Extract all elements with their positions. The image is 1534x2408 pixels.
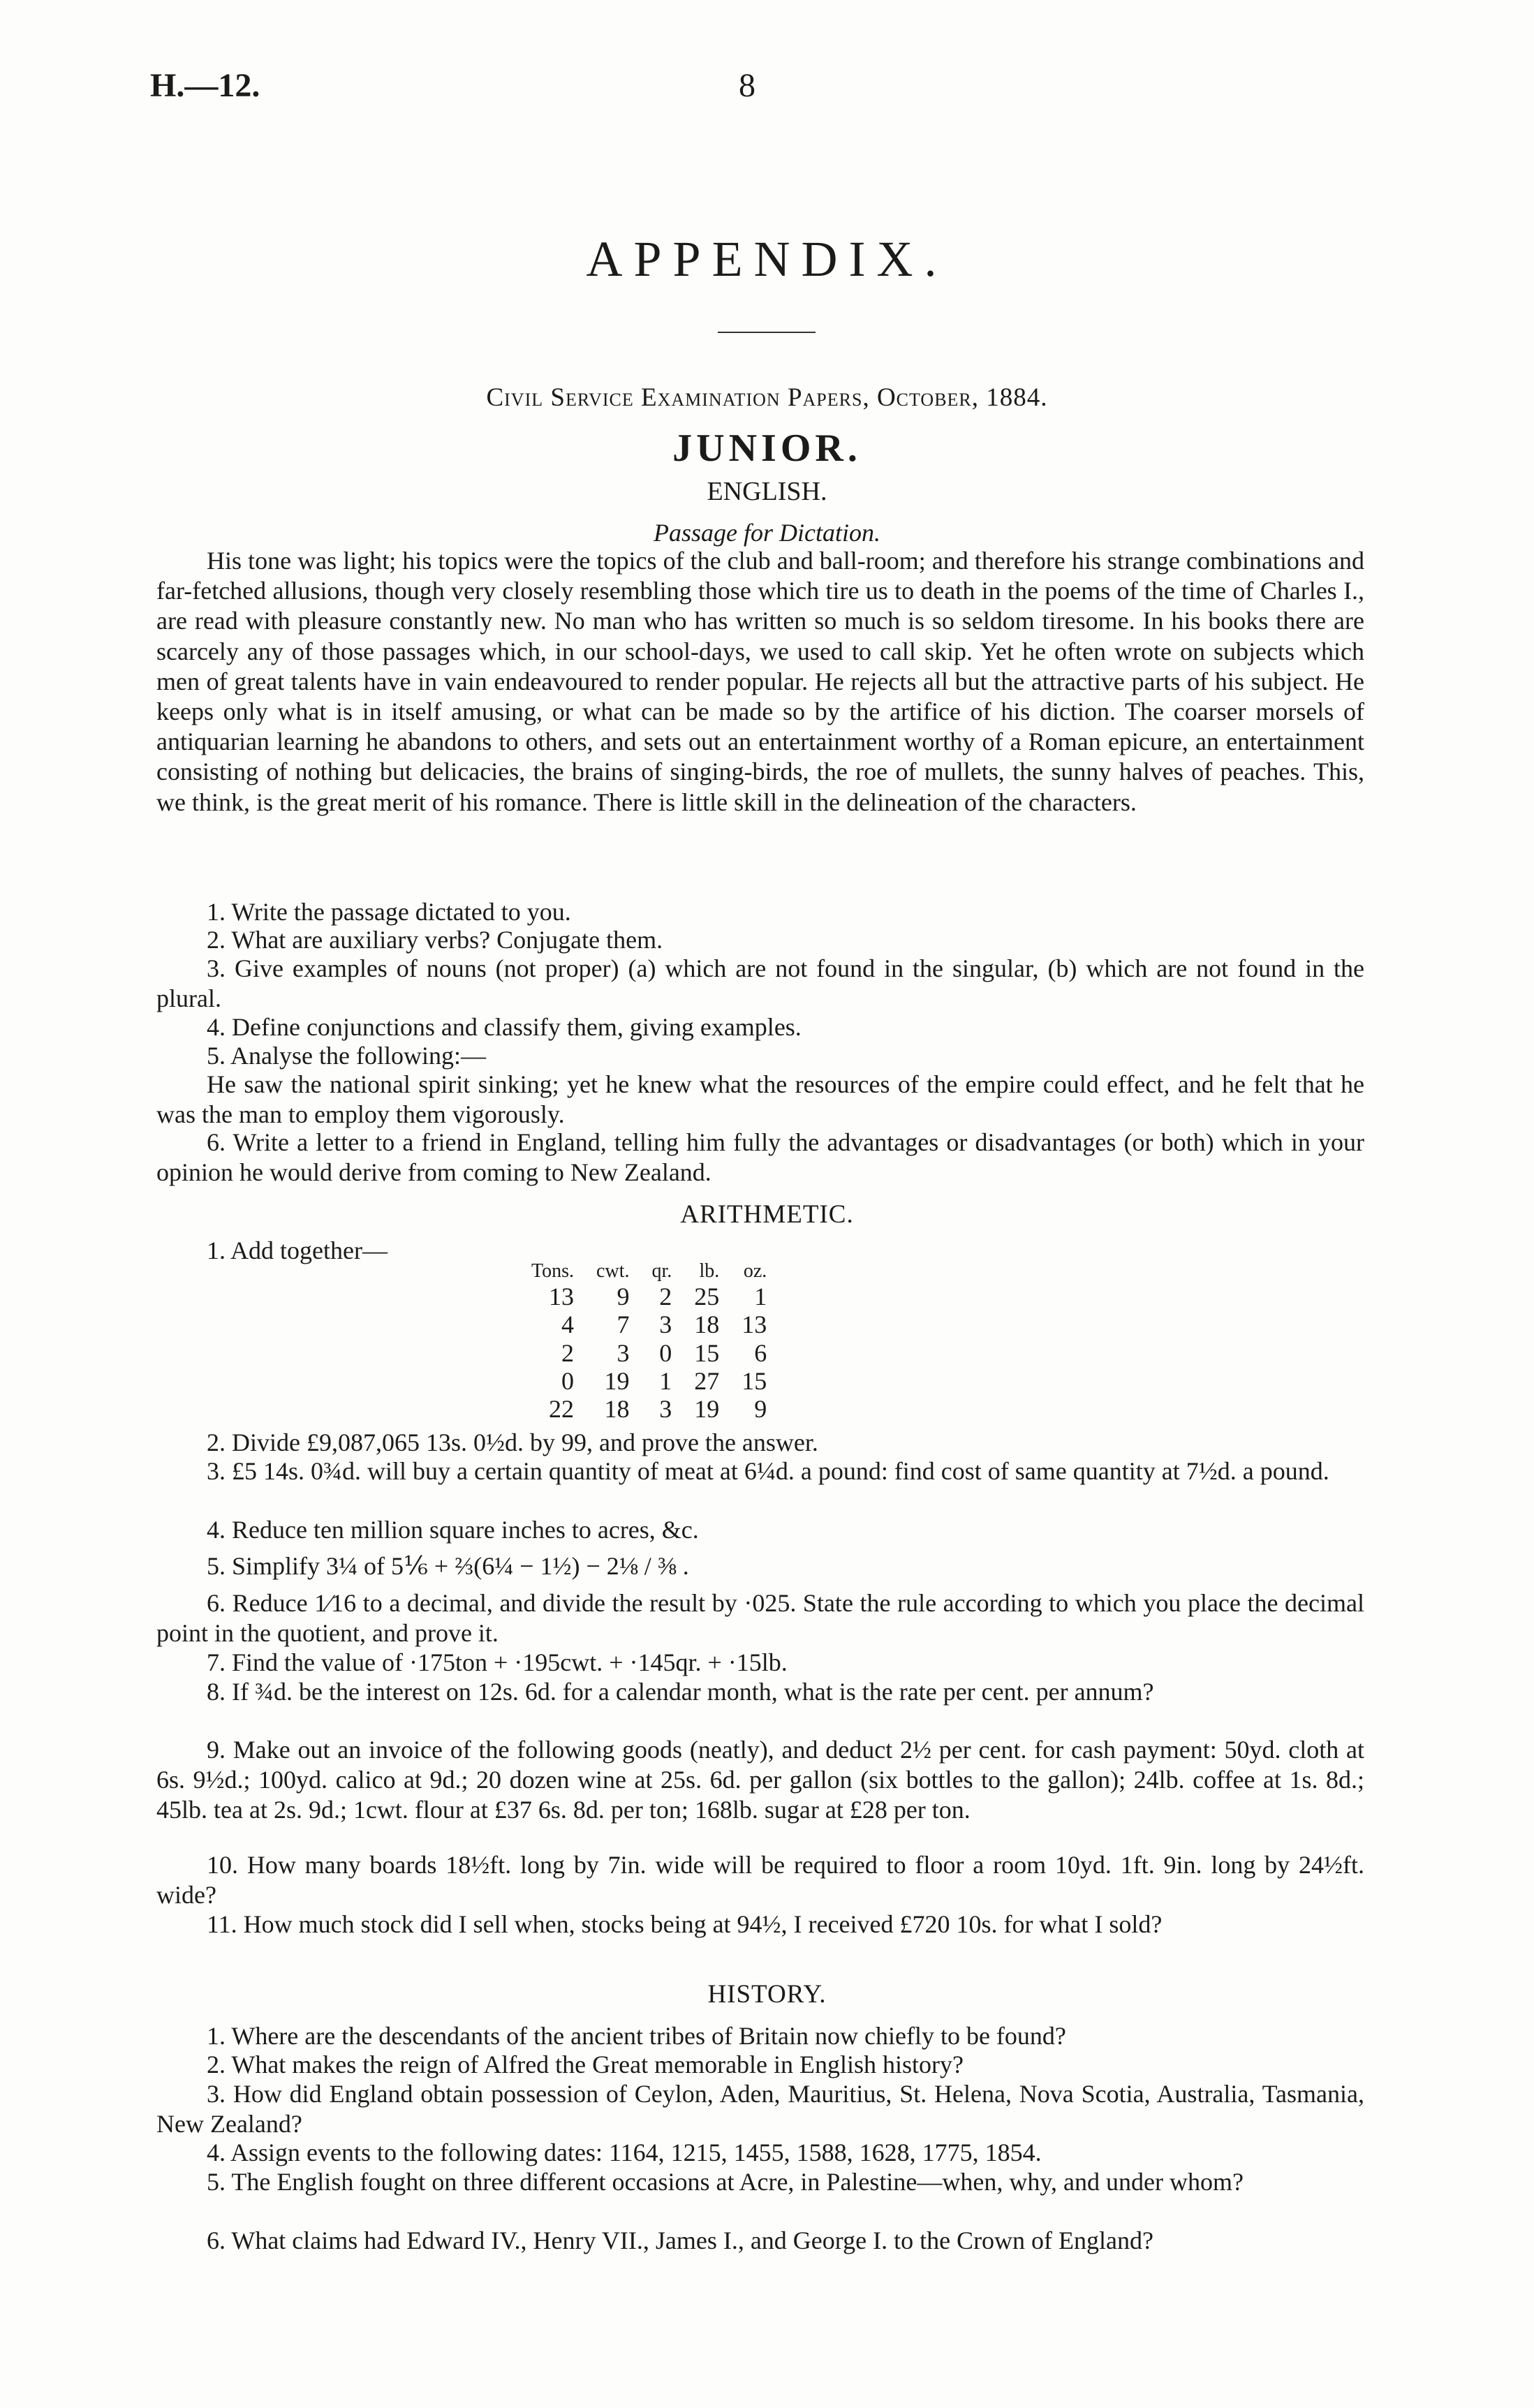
table-row	[520, 1283, 778, 1310]
table-cell: 13	[742, 1310, 767, 1339]
column-header: lb.	[699, 1260, 720, 1282]
english-question-1: 1. Write the passage dictated to you.	[207, 898, 571, 926]
english-question-3: 3. Give examples of nouns (not proper) (a) which are not found in the singular, (b) which are not found in the plural.	[156, 954, 1364, 1013]
table-cell: 0	[561, 1366, 575, 1395]
history-question-3: 3. How did England obtain possession of Ceylon, Aden, Mauritius, St. Helena, Nova Scotia, Australia, Tasmania, New Zealand?	[156, 2080, 1364, 2139]
arithmetic-question-5: 5. Simplify 3¼ of 5⅙ + ⅔(6¼ − 1½) − 2⅛ / ⅜ .	[207, 1552, 689, 1580]
table-cell: 18	[694, 1310, 720, 1339]
table-cell: 15	[694, 1338, 720, 1367]
english-question-5: 5. Analyse the following:—	[207, 1042, 486, 1070]
table-cell: 13	[549, 1283, 575, 1310]
analysis-sentence: He saw the national spirit sinking; yet he knew what the resources of the empire could effect, and he felt that he was the man to employ them vigorously.	[156, 1070, 1364, 1129]
history-question-2: 2. What makes the reign of Alfred the Great memorable in English history?	[207, 2051, 964, 2078]
history-heading: HISTORY.	[707, 1980, 827, 2009]
arithmetic-question-11: 11. How much stock did I sell when, stocks being at 94½, I received £720 10s. for what I sold?	[207, 1910, 1163, 1938]
column-header: cwt.	[596, 1260, 630, 1282]
english-heading: ENGLISH.	[707, 477, 827, 506]
history-question-5: 5. The English fought on three different occasions at Acre, in Palestine—when, why, and under whom?	[207, 2168, 1244, 2196]
table-cell: 7	[617, 1310, 630, 1339]
table-cell: 22	[549, 1395, 575, 1424]
arithmetic-question-4: 4. Reduce ten million square inches to acres, &c.	[207, 1516, 699, 1544]
level-heading: JUNIOR.	[672, 427, 862, 470]
exam-subtitle: Civil Service Examination Papers, October, 1884.	[486, 383, 1048, 412]
arithmetic-heading: ARITHMETIC.	[680, 1200, 854, 1229]
table-cell: 18	[604, 1395, 630, 1424]
table-cell: 19	[694, 1395, 720, 1424]
english-question-2: 2. What are auxiliary verbs? Conjugate them.	[207, 926, 663, 954]
table-row	[520, 1310, 778, 1338]
table-cell: 0	[659, 1338, 672, 1367]
arithmetic-question-10: 10. How many boards 18½ft. long by 7in. wide will be required to floor a room 10yd. 1ft. 9in. long by 24½ft. wide?	[156, 1851, 1364, 1910]
table-cell: 3	[659, 1310, 672, 1339]
column-header: Tons.	[531, 1260, 575, 1282]
column-header: qr.	[651, 1260, 672, 1282]
table-row	[520, 1395, 778, 1423]
table-row	[520, 1367, 778, 1395]
arithmetic-question-8: 8. If ¾d. be the interest on 12s. 6d. for a calendar month, what is the rate per cent. per annum?	[207, 1678, 1154, 1706]
table-row	[520, 1339, 778, 1367]
history-question-1: 1. Where are the descendants of the ancient tribes of Britain now chiefly to be found?	[207, 2022, 1066, 2050]
arithmetic-question-6: 6. Reduce 1⁄16 to a decimal, and divide the result by ·025. State the rule according to which you place the decimal point in the quotient, and prove it.	[156, 1589, 1364, 1648]
table-cell: 9	[754, 1395, 767, 1424]
table-cell: 6	[754, 1338, 767, 1367]
history-question-4: 4. Assign events to the following dates: 1164, 1215, 1455, 1588, 1628, 1775, 1854.	[207, 2139, 1042, 2166]
table-header-row	[520, 1260, 778, 1283]
table-cell: 19	[604, 1366, 630, 1395]
english-question-6: 6. Write a letter to a friend in England, telling him fully the advantages or disadvantages (or both) which in your opinion he would derive from coming to New Zealand.	[156, 1128, 1364, 1187]
table-cell: 3	[659, 1395, 672, 1424]
table-cell: 2	[659, 1283, 672, 1310]
addition-table	[520, 1260, 778, 1424]
table-cell: 4	[561, 1310, 575, 1339]
column-header: oz.	[743, 1260, 767, 1282]
table-cell: 1	[754, 1283, 767, 1310]
table-cell: 27	[694, 1366, 720, 1395]
arithmetic-question-7: 7. Find the value of ·175ton + ·195cwt. + ·145qr. + ·15lb.	[207, 1648, 788, 1676]
appendix-title: APPENDIX.	[586, 231, 948, 287]
table-cell: 1	[659, 1366, 672, 1395]
arithmetic-question-9: 9. Make out an invoice of the following goods (neatly), and deduct 2½ per cent. for cash payment: 50yd. cloth at 6s. 9½d.; 100yd. calico at 9d.; 20 dozen wine at 25s. 6d. per gallon (six bottles to the gallon); 24lb. coffee at 1s. 8d.; 45lb. tea at 2s. 9d.; 1cwt. flour at £37 6s. 8d. per ton; 168lb. sugar at £28 per ton.	[156, 1736, 1364, 1824]
page-number: 8	[739, 67, 755, 104]
table-cell: 9	[617, 1283, 630, 1310]
arithmetic-question-2: 2. Divide £9,087,065 13s. 0½d. by 99, and prove the answer.	[207, 1428, 818, 1456]
table-cell: 25	[694, 1283, 720, 1310]
arithmetic-question-1: 1. Add together—	[207, 1236, 388, 1264]
table-cell: 15	[742, 1366, 767, 1395]
table-cell: 3	[617, 1338, 630, 1367]
arithmetic-question-3: 3. £5 14s. 0¾d. will buy a certain quantity of meat at 6¼d. a pound: find cost of same quantity at 7½d. a pound.	[207, 1457, 1329, 1485]
table-cell: 2	[561, 1338, 575, 1367]
history-question-6: 6. What claims had Edward IV., Henry VII., James I., and George I. to the Crown of England?	[207, 2226, 1153, 2254]
title-divider	[718, 332, 816, 333]
document-code: H.—12.	[150, 67, 260, 104]
dictation-passage: His tone was light; his topics were the topics of the club and ball-room; and therefore his strange combinations and far-fetched allusions, though very closely resembling those which tire us to death in the poems of the time of Charles I., are read with pleasure constantly new. No man who has written so much is so seldom tiresome. In his books there are scarcely any of those passages which, in our school-days, we used to call skip. Yet he often wrote on subjects which men of great talents have in vain endeavoured to render popular. He rejects all but the attractive parts of his subject. He keeps only what is in itself amusing, or what can be made so by the artifice of his diction. The coarser morsels of antiquarian learning he abandons to others, and sets out an entertainment worthy of a Roman epicure, an entertainment consisting of nothing but delicacies, the brains of singing-birds, the roe of mullets, the sunny halves of peaches. This, we think, is the great merit of his romance. There is little skill in the delineation of the characters.	[156, 547, 1364, 816]
passage-title: Passage for Dictation.	[654, 519, 880, 547]
english-question-4: 4. Define conjunctions and classify them, giving examples.	[207, 1013, 802, 1041]
